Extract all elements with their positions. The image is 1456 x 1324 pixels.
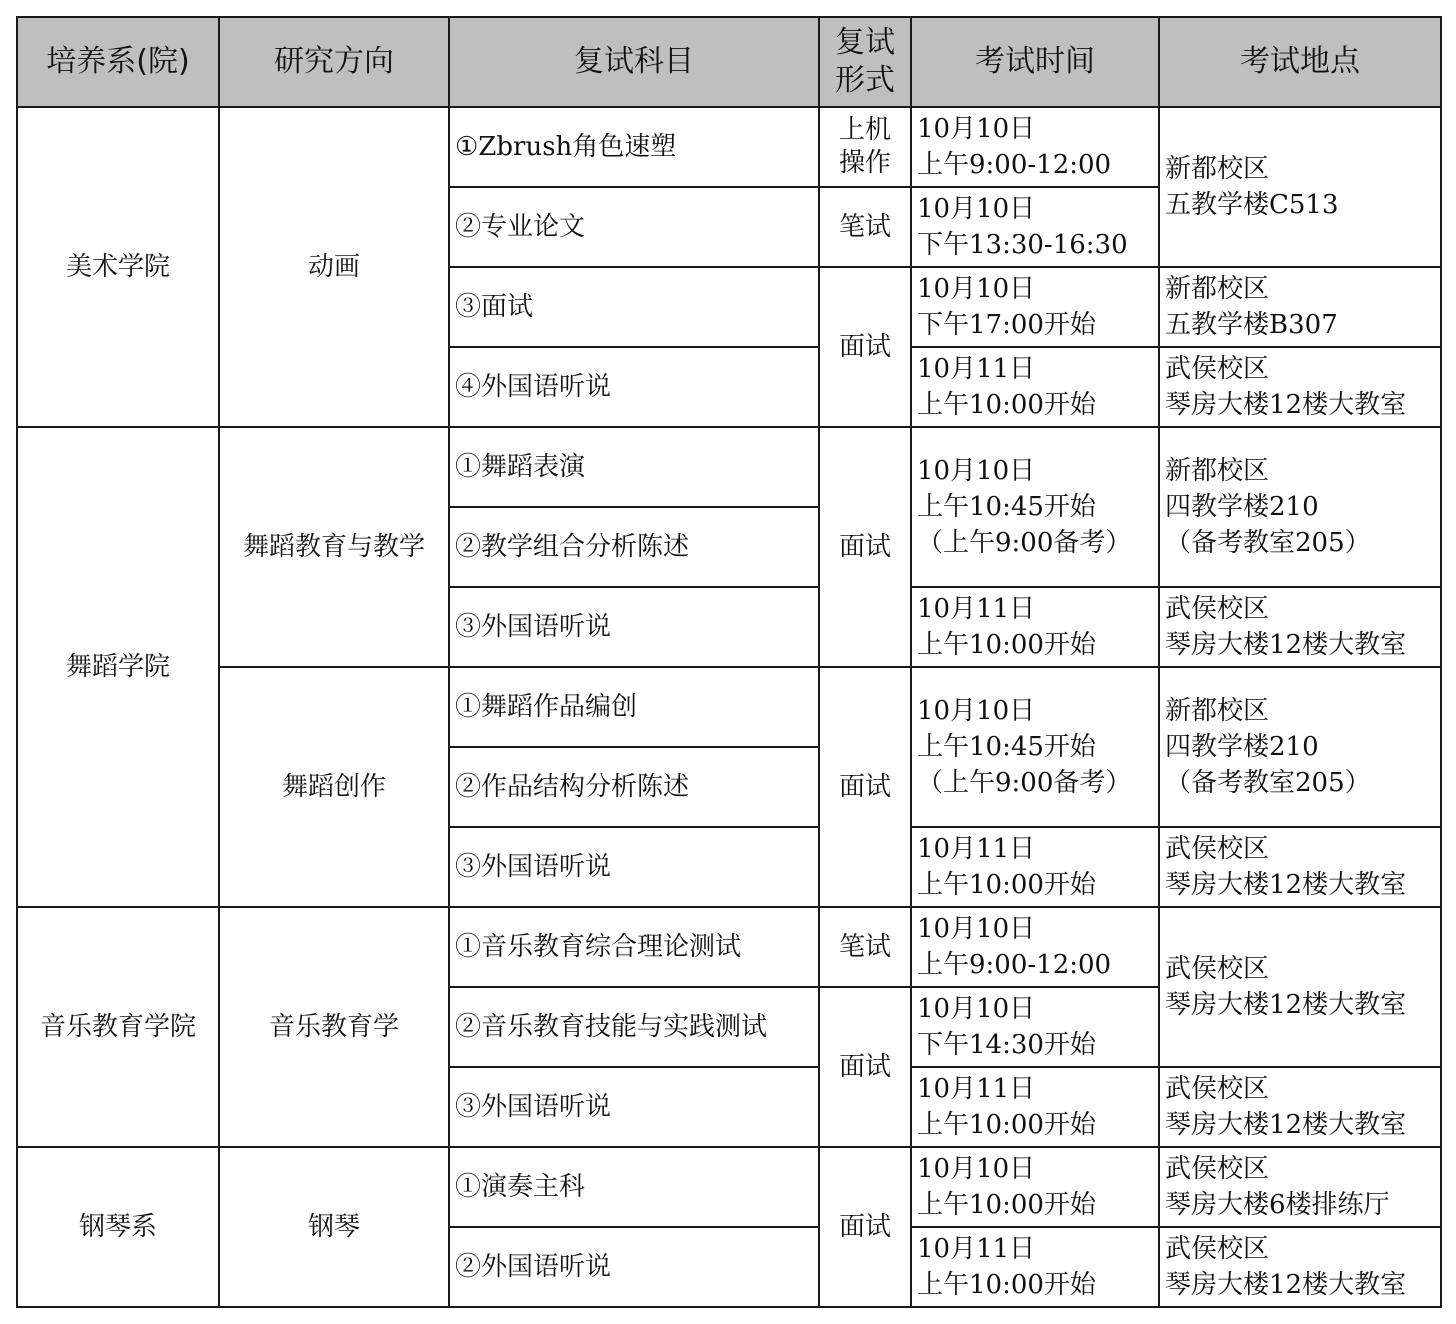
format-cell: 面试 xyxy=(819,987,911,1147)
location-cell: 武侯校区 琴房大楼12楼大教室 xyxy=(1159,1067,1441,1147)
format-cell: 笔试 xyxy=(819,907,911,987)
subject-cell: ③外国语听说 xyxy=(449,1067,819,1147)
header-row xyxy=(17,17,1441,107)
format-cell: 面试 xyxy=(819,267,911,427)
subject-cell: ①舞蹈作品编创 xyxy=(449,667,819,747)
location-cell: 武侯校区 琴房大楼12楼大教室 xyxy=(1159,827,1441,907)
dept-cell: 钢琴系 xyxy=(17,1147,219,1307)
dept-cell: 音乐教育学院 xyxy=(17,907,219,1147)
format-cell: 面试 xyxy=(819,1147,911,1307)
format-cell: 面试 xyxy=(819,427,911,667)
time-cell: 10月11日 上午10:00开始 xyxy=(911,827,1159,907)
time-cell: 10月10日 下午13:30-16:30 xyxy=(911,187,1159,267)
subject-cell: ②教学组合分析陈述 xyxy=(449,507,819,587)
subject-cell: ①Zbrush角色速塑 xyxy=(449,107,819,187)
dept-cell: 舞蹈学院 xyxy=(17,427,219,907)
location-cell: 武侯校区 琴房大楼6楼排练厅 xyxy=(1159,1147,1441,1227)
location-cell: 新都校区 五教学楼C513 xyxy=(1159,107,1441,267)
direction-cell: 音乐教育学 xyxy=(219,907,449,1147)
format-cell: 上机 操作 xyxy=(819,107,911,187)
location-cell: 新都校区 四教学楼210 （备考教室205） xyxy=(1159,667,1441,827)
time-cell: 10月10日 上午9:00-12:00 xyxy=(911,107,1159,187)
subject-cell: ③面试 xyxy=(449,267,819,347)
subject-cell: ①舞蹈表演 xyxy=(449,427,819,507)
subject-cell: ③外国语听说 xyxy=(449,827,819,907)
header-time: 考试时间 xyxy=(911,17,1159,107)
subject-cell: ②作品结构分析陈述 xyxy=(449,747,819,827)
time-cell: 10月11日 上午10:00开始 xyxy=(911,347,1159,427)
time-cell: 10月10日 上午10:45开始 （上午9:00备考） xyxy=(911,667,1159,827)
table-row xyxy=(17,427,1441,507)
header-direction: 研究方向 xyxy=(219,17,449,107)
time-cell: 10月11日 上午10:00开始 xyxy=(911,1227,1159,1307)
exam-schedule-table xyxy=(16,16,1442,1308)
table-row xyxy=(17,667,1441,747)
subject-cell: ①音乐教育综合理论测试 xyxy=(449,907,819,987)
header-location: 考试地点 xyxy=(1159,17,1441,107)
subject-cell: ③外国语听说 xyxy=(449,587,819,667)
format-cell: 面试 xyxy=(819,667,911,907)
header-subject: 复试科目 xyxy=(449,17,819,107)
subject-cell: ②外国语听说 xyxy=(449,1227,819,1307)
direction-cell: 动画 xyxy=(219,107,449,427)
header-format: 复试 形式 xyxy=(819,17,911,107)
time-cell: 10月10日 上午10:45开始 （上午9:00备考） xyxy=(911,427,1159,587)
time-cell: 10月10日 上午9:00-12:00 xyxy=(911,907,1159,987)
time-cell: 10月11日 上午10:00开始 xyxy=(911,587,1159,667)
time-cell: 10月10日 下午17:00开始 xyxy=(911,267,1159,347)
subject-cell: ④外国语听说 xyxy=(449,347,819,427)
subject-cell: ②音乐教育技能与实践测试 xyxy=(449,987,819,1067)
time-cell: 10月10日 上午10:00开始 xyxy=(911,1147,1159,1227)
direction-cell: 舞蹈创作 xyxy=(219,667,449,907)
time-cell: 10月11日 上午10:00开始 xyxy=(911,1067,1159,1147)
location-cell: 武侯校区 琴房大楼12楼大教室 xyxy=(1159,1227,1441,1307)
direction-cell: 钢琴 xyxy=(219,1147,449,1307)
dept-cell: 美术学院 xyxy=(17,107,219,427)
subject-cell: ①演奏主科 xyxy=(449,1147,819,1227)
location-cell: 武侯校区 琴房大楼12楼大教室 xyxy=(1159,907,1441,1067)
table-row xyxy=(17,1147,1441,1227)
header-dept: 培养系(院) xyxy=(17,17,219,107)
format-cell: 笔试 xyxy=(819,187,911,267)
table-row xyxy=(17,907,1441,987)
table-row xyxy=(17,107,1441,187)
location-cell: 武侯校区 琴房大楼12楼大教室 xyxy=(1159,587,1441,667)
location-cell: 新都校区 五教学楼B307 xyxy=(1159,267,1441,347)
location-cell: 武侯校区 琴房大楼12楼大教室 xyxy=(1159,347,1441,427)
location-cell: 新都校区 四教学楼210 （备考教室205） xyxy=(1159,427,1441,587)
time-cell: 10月10日 下午14:30开始 xyxy=(911,987,1159,1067)
direction-cell: 舞蹈教育与教学 xyxy=(219,427,449,667)
subject-cell: ②专业论文 xyxy=(449,187,819,267)
